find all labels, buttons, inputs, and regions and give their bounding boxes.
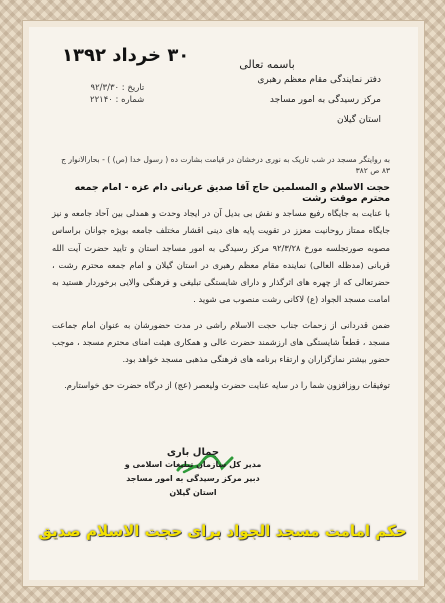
signer-title: استان گیلان [169, 488, 217, 497]
salutation: حجت الاسلام و المسلمین حاج آقا صدیق عریانی دام عزه - امام جمعه محترم موقت رشت [74, 182, 390, 204]
signer-title: دبیر مرکز رسیدگی به امور مساجد [126, 474, 260, 483]
recipient-line: استان گیلان [337, 115, 381, 125]
image-caption: حکم امامت مسجد الجواد برای حجت الاسلام صدیق [38, 522, 407, 540]
body-paragraph: ضمن قدردانی از زحمات جناب حجت الاسلام راشی در مدت حضورشان به عنوان امام جماعت مسجد ، قطعاً شایستگی های ارزشمند حضرت عالی و همکاری هیئت امنای محترم مسجد ، موجب حضور بیشتر نمازگزاران و ارتقاء برنامه های فرهنگی مذهبی مسجد خواهد بود. [52, 319, 390, 365]
recipient-line: دفتر نمایندگی مقام معظم رهبری [257, 75, 381, 85]
recipient-header [231, 70, 381, 130]
letter-number: شماره : ۲۲۱۴۰ [90, 95, 145, 105]
basmala: باسمه تعالی [239, 58, 295, 71]
letter-date: تاریخ : ۹۲/۳/۳۰ [90, 83, 145, 93]
letter-meta [90, 82, 144, 106]
body-paragraph: با عنایت به جایگاه رفیع مساجد و نقش بی بدیل آن در ایجاد وحدت و همدلی بین آحاد جامعه و نیز جایگاه ممتاز روحانیت معزز در تقویت پایه های دینی اقشار مختلف جامعه بویژه جوانان براساس مصوبه صورتجلسه مورخ ۹۲/۳/۲۸ مرکز رسیدگی به امور مساجد استان و تایید حضرت آیت الله قربانی (مدظله العالی) نماینده مقام معظم رهبری در استان گیلان و امام جمعه محترم رشت ، حضرتعالی که از چهره های اثرگذار و دارای شایستگی تبلیغی و فرهنگی والایی برخوردار هستید به امامت مسجد الجواد (ع) لاکانی رشت منصوب می شوید . [52, 208, 390, 305]
signer-name: جمال باری [166, 447, 220, 458]
signer-title: مدیر کل سازمان تبلیغات اسلامی و [124, 460, 262, 469]
body-paragraph: توفیقات روزافزون شما را در سایه عنایت حضرت ولیعصر (عج) از درگاه حضرت حق خواستارم. [64, 379, 390, 390]
overlay-date: ۳۰ خرداد ۱۳۹۲ [62, 45, 190, 66]
hadith-quote: به روایتگر مسجد در شب تاریک به نوری درخشان در قیامت بشارت ده ( رسول خدا (ص) ) - بحارالانوار ج ۸۳ ص ۳۸۲ [61, 155, 390, 175]
recipient-line: مرکز رسیدگی به امور مساجد [269, 95, 381, 105]
letter-body [52, 205, 390, 394]
signature-block [118, 447, 268, 500]
